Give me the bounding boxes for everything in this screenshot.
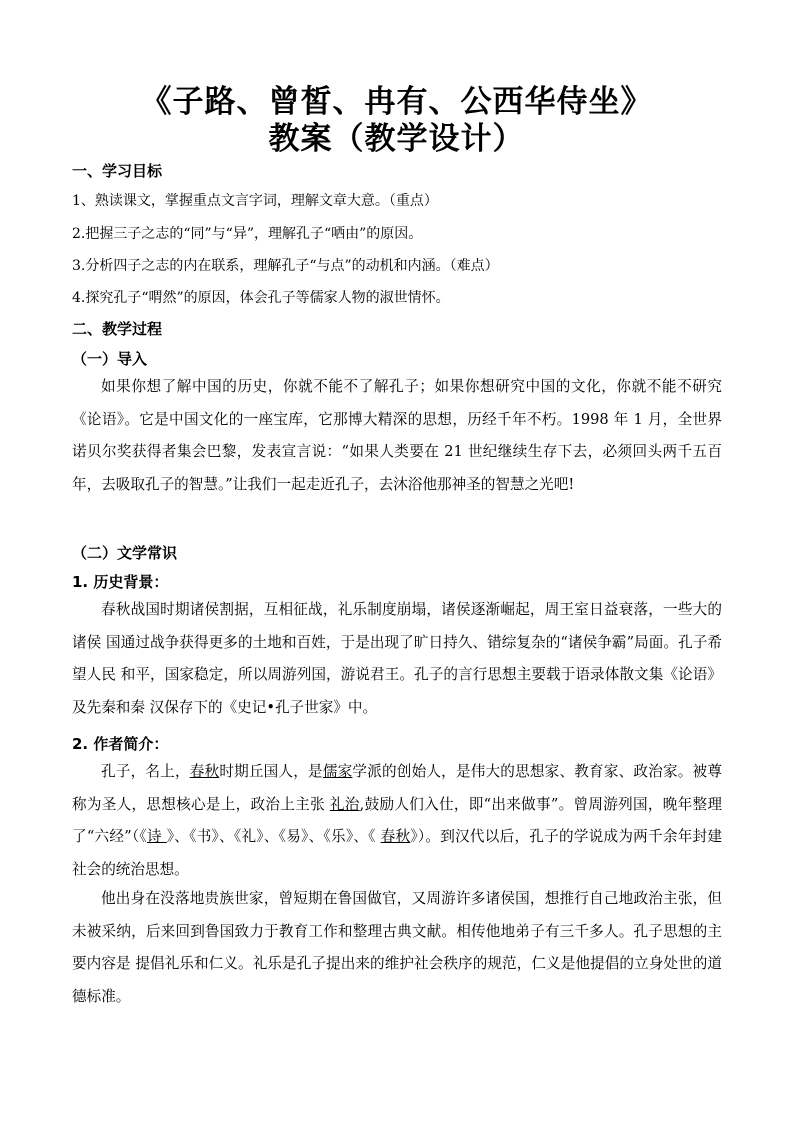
term-rujia: 儒家 [322, 763, 353, 780]
term-chunqiu: 春秋 [189, 763, 220, 780]
author-paragraph-2: 他出身在没落地贵族世家，曾短期在鲁国做官，又周游许多诸侯国，想推行自己地政治主张，但未被采纳，后来回到鲁国致力于教育工作和整理古典文献。相传他地弟子有三千多人。孔子思想的主要内容是 提倡礼乐和仁义。礼乐是孔子提出来的维护社会秩序的规范，仁义是他提倡的立身处世的道德标准。 [72, 890, 722, 1005]
goal-item-3: 3.分析四子之志的内在联系，理解孔子“与点”的动机和内涵。（难点） [72, 258, 499, 274]
term-chunqiu-book: 春秋 [380, 828, 411, 845]
goal-item-2: 2.把握三子之志的“同”与“异”，理解孔子“哂由”的原因。 [72, 226, 423, 242]
document-subtitle: 教案（教学设计） [268, 121, 525, 157]
section-heading-process: 二、教学过程 [72, 320, 163, 338]
goal-item-1: 1、熟读课文，掌握重点文言字词，理解文章大意。（重点） [72, 193, 438, 209]
section-heading-goals: 一、学习目标 [72, 162, 163, 180]
subsection-heading-intro: （一）导入 [72, 350, 148, 368]
author-heading: 2. 作者简介： [72, 735, 169, 753]
background-heading: 1. 历史背景： [72, 573, 169, 591]
goal-item-4: 4.探究孔子“喟然”的原因，体会孔子等儒家人物的淑世情怀。 [72, 290, 450, 306]
intro-paragraph: 如果你想了解中国的历史，你就不能不了解孔子；如果你想研究中国的文化，你就不能不研究《论语》。它是中国文化的一座宝库，它那博大精深的思想，历经千年不朽。1998 年 1 月，全世界诺贝尔奖获得者集会巴黎，发表宣言说：“如果人类要在 21 世纪继续生存下去，必须回头两千五百年，去吸取孔子的智慧。”让我们一起走近孔子，去沐浴他那神圣的智慧之光吧! [72, 378, 722, 493]
subsection-heading-literature: （二）文学常识 [72, 544, 178, 562]
document-title: 《子路、曾皙、冉有、公西华侍坐》 [140, 84, 653, 120]
term-lizhi: 礼治 [329, 795, 360, 813]
background-paragraph: 春秋战国时期诸侯割据，互相征战，礼乐制度崩塌，诸侯逐渐崛起，周王室日益衰落，一些大的诸侯 国通过战争获得更多的土地和百姓，于是出现了旷日持久、错综复杂的“诸侯争霸”局面。孔子希望人民 和平，国家稳定，所以周游列国，游说君王。孔子的言行思想主要载于语录体散文集《论语》及先秦和秦 汉保存下的《史记•孔子世家》中。 [72, 601, 722, 716]
term-shi: 诗 [147, 828, 167, 845]
author-paragraph-1: 孔子，名上，春秋时期丘国人，是儒家学派的创始人，是伟大的思想家、教育家、政治家。被尊称为圣人，思想核心是上，政治上主张 礼治,鼓励人们入仕，即“出来做事”。曾周游列国，晚年整理了“六经”（《诗 》、《书》、《礼》、《易》、《乐》、《 春秋》）。到汉代以后，孔子的学说成为两千余年封建社会的统治思想。 [72, 763, 722, 878]
